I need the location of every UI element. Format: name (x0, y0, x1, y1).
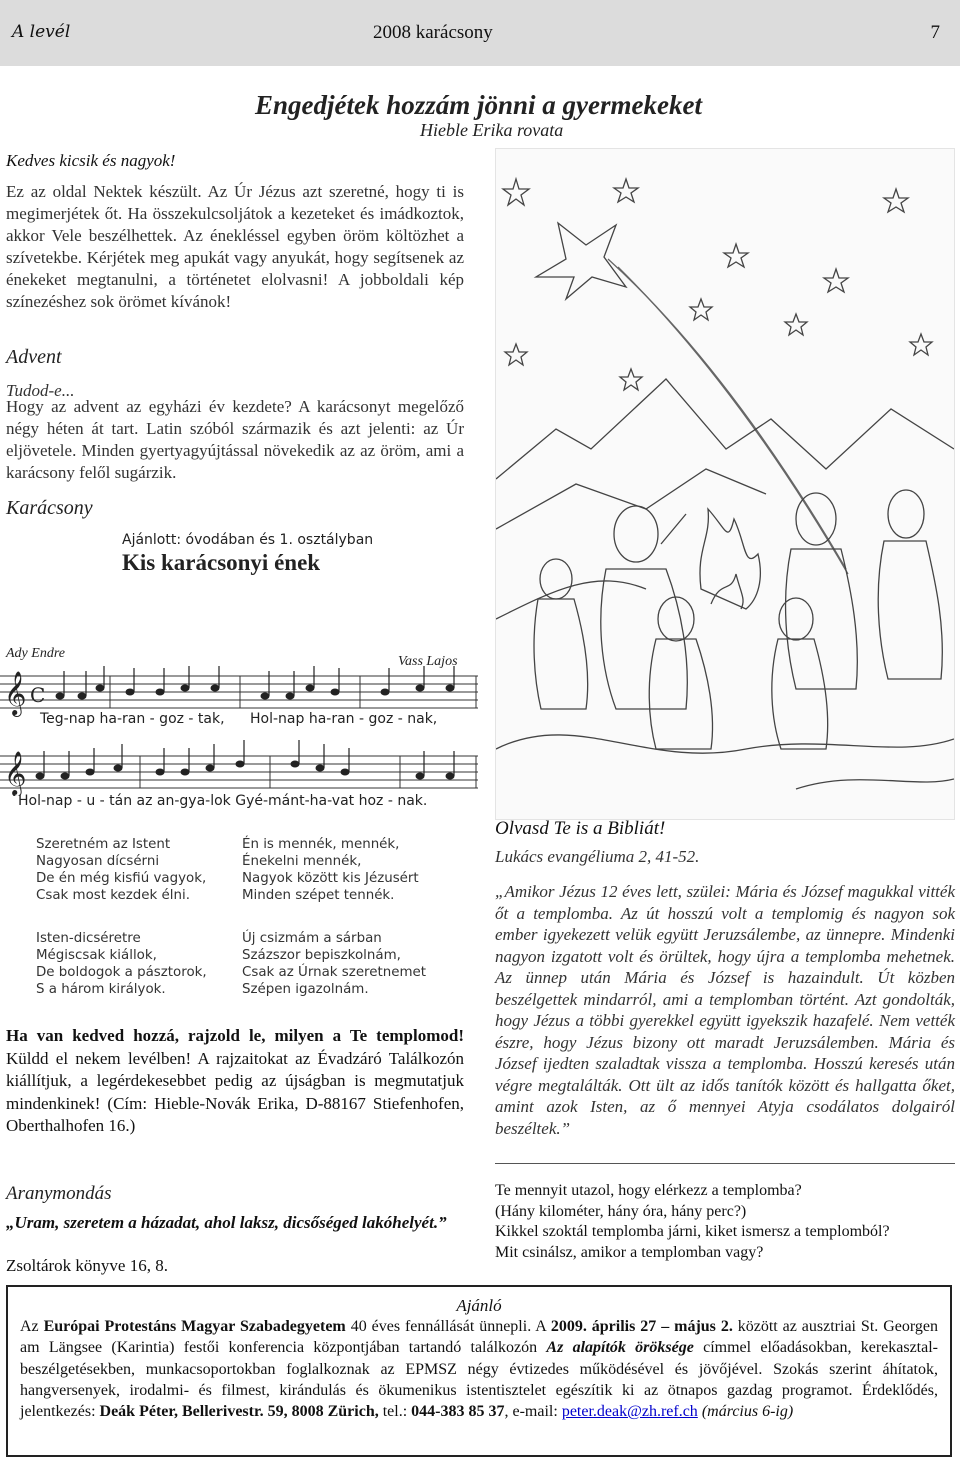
deadline-note: (március 6-ig) (701, 1403, 794, 1421)
divider (495, 1163, 955, 1164)
song-title: Kis karácsonyi ének (122, 550, 321, 575)
question-1: Te mennyit utazol, hogy elérkezz a templomba? (495, 1182, 802, 1199)
intro-paragraph: Ez az oldal Nektek készült. Az Úr Jézus azt szeretné, hogy ti is megimerjétek őt. Ha összekulcsoljátok a kezeteket és imádkoztok, akkor Vele beszélhettek. Az énekléssel egyben öröm költözhet a szívetekbe. Kérjétek meg apukát vagy anyukát, hogy segítsenek az énekeket megtanulni, a történetet elolvasni! A jobboldali kép színezéshez sok örömet kívánok! (6, 182, 464, 311)
event-dates: 2009. április 27 – május 2. (550, 1318, 733, 1336)
article-byline: Hieble Erika rovata (420, 120, 564, 140)
text-span: Az (20, 1318, 44, 1336)
poet-name: Ady Endre (6, 646, 65, 661)
ajanlo-text (20, 1316, 938, 1422)
question-list (495, 1181, 955, 1263)
question-2: (Hány kilométer, hány óra, hány perc?) (495, 1202, 747, 1220)
text-span: között az ausztriai St. Georgen am Längsee (Karintia) festői konferencia központjában tartandó találkozón (20, 1318, 939, 1357)
advent-paragraph: Hogy az advent az egyházi év kezdete? A karácsonyt megelőző négy héten át tart. Latin szóból származik és azt jelenti: az Úr eljövetele. Minden gyertyagyújtással növekedik az az öröm, ami a karácsony felől sugárzik. (6, 397, 464, 482)
verse-1: Szeretném az Istent Nagyosan dícsérni De én még kisfiú vagyok, Csak most kezdek élni. (36, 837, 207, 903)
organization-name: Európai Protestáns Magyar Szabadegyetem (43, 1318, 346, 1336)
karacsony-heading: Karácsony (6, 497, 93, 519)
article-title: Engedjétek hozzám jönni a gyermekeket (255, 90, 702, 120)
text-span: címmel előadásokban, kerekasztal-beszélgetésekben, munkacsoportokban foglalkoznak az EPMSZ négy évtizedes működésével és jövőjével. Szokás szerint áhítatok, hangversenyek, irodalmi- és filmest, kirándulás és ökumenikus istentisztelet egészítik ki az ötnapos gazdag programot. Érdeklődés, jelentkezés: (20, 1339, 938, 1421)
verse-2: Én is mennék, mennék, Énekelni mennék, Nagyok között kis Jézusért Minden szépet tennék. (242, 837, 419, 903)
svg-text:C: C (30, 683, 46, 707)
drawing-invitation (6, 1025, 464, 1138)
lyric-line-3: Hol-nap - u - tán az an-gya-lok Gyé-mánt-ha-vat hoz - nak. (18, 793, 428, 809)
music-staff-icon (0, 666, 478, 796)
magi-star-illustration-icon (496, 149, 954, 819)
event-theme: Az alapítók öröksége (546, 1339, 694, 1357)
song-verses (30, 832, 480, 1010)
drawing-text: Küldd el nekem levélben! A rajzaitokat az Évadzáró Találkozón kiállítjuk, a legérdekesebbet pedig az újságban is megmutatjuk mindenkinek! (Cím: Hieble-Novák Erika, D-88167 Stiefenhofen, Oberthalhofen 16.) (6, 1048, 464, 1135)
question-3: Kikkel szoktál templomba járni, kiket ismersz a templomból? (495, 1223, 890, 1240)
issue-label: 2008 karácsony (373, 22, 493, 43)
bible-heading: Olvasd Te is a Bibliát! (495, 818, 666, 839)
composer-name: Vass Lajos (398, 654, 458, 669)
contact-address: Deák Péter, Bellerivestr. 59, 8008 Zürich, (99, 1403, 379, 1421)
bible-reference: Lukács evangéliuma 2, 41-52. (495, 847, 700, 866)
text-span: , e-mail: (504, 1403, 562, 1421)
ajanlo-heading: Ajánló (456, 1296, 502, 1315)
advent-heading: Advent (6, 346, 62, 368)
song-recommendation: Ajánlott: óvodában és 1. osztályban (122, 532, 374, 548)
coloring-illustration (495, 148, 955, 820)
bible-quote: „Amikor Jézus 12 éves lett, szülei: Mária és József magukkal vitték őt a templomba. Az út hosszú volt a templomig és nagyon sok ember igyekezett velük együtt Jeruzsálembe, az ünnepre. Mindenki nagyon izgatott volt és örültek, hogy újra a templomba mehetnek. Az ünnep után Mária és József is hazaindult. Út közben beszélgettek mindarról, ami a templomban történt. Azt gondolták, hogy Jézus a többi gyerekkel együtt igyekszik hazafelé. Nem vették észre, hogy Jézus bizony ott maradt Jeruzsálemben. Mária és József ijedten szaladtak vissza a templomba. Hosszú keresés után végre megtalálták. Ott ült az idős tanítók között és hallgatta őket, amint azok Isten, az ő mennyei Atyja csodálatos dolgairól beszéltek.” (495, 882, 955, 1138)
email-link[interactable]: peter.deak@zh.ref.ch (561, 1403, 698, 1421)
page-number: 7 (930, 22, 940, 43)
verse-3: Isten-dicséretre Mégiscsak kiállok, De boldogok a pásztorok, S a három királyok. (36, 931, 207, 997)
verse-4: Új csizmám a sárban Százszor bepiszkolnám, Csak az Úrnak szeretnemet Szépen igazolnám. (242, 931, 427, 997)
svg-text:𝄞: 𝄞 (4, 751, 27, 795)
text-span: 40 éves fennállását ünnepli. A (345, 1318, 551, 1336)
page-header (0, 0, 960, 66)
aranymondas-quote: „Uram, szeretem a házadat, ahol laksz, dicsőséged lakóhelyét.” (6, 1213, 447, 1232)
tudod-label: Tudod-e... (6, 381, 75, 400)
drawing-lead: Ha van kedved hozzá, rajzold le, milyen a Te templomod! (6, 1026, 464, 1045)
contact-phone: 044-383 85 37 (411, 1403, 505, 1421)
text-span: tel.: (378, 1403, 412, 1421)
ajanlo-box (6, 1285, 952, 1457)
greeting: Kedves kicsik és nagyok! (6, 151, 176, 170)
lyric-line-2: Hol-nap ha-ran - goz - nak, (250, 711, 438, 727)
newsletter-brand: A levél (12, 22, 71, 42)
aranymondas-reference: Zsoltárok könyve 16, 8. (6, 1256, 168, 1275)
lyric-line-1: Teg-nap ha-ran - goz - tak, (40, 711, 225, 727)
svg-text:𝄞: 𝄞 (4, 671, 27, 715)
aranymondas-heading: Aranymondás (6, 1183, 112, 1204)
question-4: Mit csinálsz, amikor a templomban vagy? (495, 1243, 764, 1261)
song-sheet (0, 526, 478, 811)
